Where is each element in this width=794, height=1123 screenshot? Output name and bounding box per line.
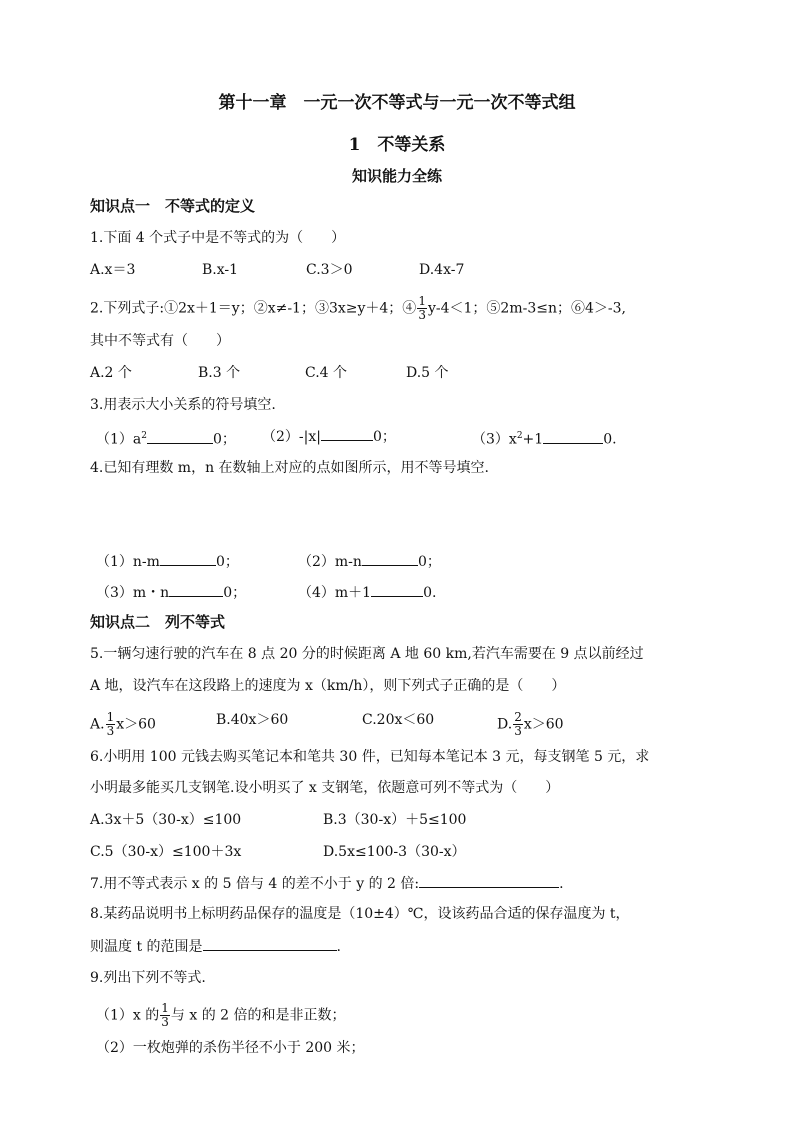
q3-part1-exp: 2 [141, 431, 147, 441]
q2-option-c: C.4 个 [305, 365, 348, 381]
q3-stem: 3.用表示大小关系的符号填空. [90, 397, 276, 413]
q4-part4-tail: 0. [423, 585, 437, 601]
q3-part1-blank[interactable] [147, 430, 213, 444]
q4-part1-label: （1）n-m [96, 554, 160, 570]
q2-option-a: A.2 个 [90, 365, 132, 381]
q5-a-den: 3 [106, 724, 115, 738]
q2-fraction [417, 295, 427, 322]
q8-line2 [90, 937, 341, 956]
q2-part2: y-4＜1；⑤2m-3≤n；⑥4＞-3, [427, 300, 626, 317]
kp2-heading: 知识点二 列不等式 [90, 613, 226, 631]
q3-part1-tail: 0； [213, 431, 236, 448]
q5-option-d-fraction [513, 711, 523, 738]
q3-part3-label: （3）x [472, 431, 517, 448]
q2-frac-num: 1 [418, 294, 426, 308]
q3-part3-mid: +1 [522, 431, 544, 448]
q2-option-d: D.5 个 [406, 365, 449, 381]
q8-blank[interactable] [203, 937, 337, 951]
q5-option-c: C.20x＜60 [362, 712, 435, 728]
q4-part3-label: （3）m・n [96, 585, 170, 601]
q1-stem: 1.下面 4 个式子中是不等式的为（ ） [90, 230, 346, 246]
q5-option-d-expr: x＞60 [523, 716, 564, 733]
q5-option-d [497, 711, 564, 738]
q9-part1-fraction [160, 1002, 170, 1029]
kp1-heading: 知识点一 不等式的定义 [90, 197, 256, 215]
q5-option-d-label: D. [497, 716, 513, 733]
q4-stem: 4.已知有理数 m，n 在数轴上对应的点如图所示，用不等号填空. [90, 460, 489, 476]
q3-part2 [262, 427, 396, 446]
q4-part2-blank[interactable] [362, 552, 418, 566]
q9-part1 [96, 1002, 346, 1029]
q1-option-c: C.3＞0 [306, 262, 353, 278]
q4-part1-tail: 0； [215, 554, 239, 570]
q4-part3 [96, 583, 246, 602]
q6-option-a: A.3x＋5（30-x）≤100 [90, 812, 242, 828]
q4-part4 [298, 583, 436, 602]
q9-p1-num: 1 [161, 1001, 169, 1015]
q8-line2-text: 则温度 t 的范围是 [90, 939, 203, 955]
q4-part1 [96, 552, 239, 571]
q4-part2-tail: 0； [417, 554, 441, 570]
q3-part3 [472, 427, 617, 449]
q1-option-a: A.x＝3 [90, 262, 136, 278]
q4-part3-tail: 0； [223, 585, 247, 601]
q1-option-b: B.x-1 [202, 262, 239, 278]
q5-option-a-fraction [106, 711, 116, 738]
q2-line2: 其中不等式有（ ） [90, 333, 230, 349]
q2-option-b: B.3 个 [198, 365, 241, 381]
q7-blank[interactable] [419, 874, 559, 888]
q7-line [90, 874, 564, 893]
q5-option-a-expr: x＞60 [116, 716, 156, 733]
q5-option-a [90, 711, 156, 738]
q5-line2: A 地，设汽车在这段路上的速度为 x（km/h），则下列式子正确的是（ ） [90, 678, 566, 694]
q3-part3-blank[interactable] [543, 430, 603, 444]
q6-option-d: D.5x≤100-3（30-x） [323, 844, 466, 860]
q4-part3-blank[interactable] [169, 583, 223, 597]
q9-part1-text: 与 x 的 2 倍的和是非正数； [170, 1007, 346, 1024]
q9-stem: 9.列出下列不等式. [90, 970, 206, 986]
q1-option-d: D.4x-7 [419, 262, 465, 278]
q2-line1 [90, 295, 626, 322]
q7-stem: 7.用不等式表示 x 的 5 倍与 4 的差不小于 y 的 2 倍: [90, 876, 420, 892]
q5-option-b: B.40x＞60 [216, 712, 289, 728]
section-title: 1 不等关系 [348, 135, 446, 155]
q9-part2: （2）一枚炮弹的杀伤半径不小于 200 米； [96, 1040, 365, 1056]
q9-part1-label: （1）x 的 [96, 1007, 160, 1024]
q3-part2-label: （2）-|x| [262, 429, 321, 445]
q5-line1: 5.一辆匀速行驶的汽车在 8 点 20 分的时候距离 A 地 60 km,若汽车需要在 9 点以前经过 [90, 646, 644, 662]
q4-part1-blank[interactable] [160, 552, 216, 566]
q6-option-c: C.5（30-x）≤100＋3x [90, 844, 242, 860]
q5-d-num: 2 [514, 710, 522, 724]
q9-p1-den: 3 [161, 1015, 169, 1029]
q6-option-b: B.3（30-x）＋5≤100 [323, 812, 467, 828]
q5-a-num: 1 [106, 710, 115, 724]
q3-part2-tail: 0； [372, 429, 396, 445]
q6-line1: 6.小明用 100 元钱去购买笔记本和笔共 30 件，已知每本笔记本 3 元，每支钢笔 5 元，求 [90, 749, 650, 765]
q3-part3-exp: 2 [516, 431, 523, 441]
q8-line1: 8.某药品说明书上标明药品保存的温度是（10±4）℃，设该药品合适的保存温度为 t， [90, 906, 630, 922]
q5-d-den: 3 [514, 724, 522, 738]
q8-tail: . [336, 939, 341, 955]
q3-part3-tail: 0. [603, 431, 617, 448]
q4-part2-label: （2）m-n [298, 554, 362, 570]
q3-part1 [96, 427, 236, 449]
q3-part2-blank[interactable] [321, 427, 373, 441]
q3-part1-label: （1）a [96, 431, 142, 448]
chapter-title: 第十一章 一元一次不等式与一元一次不等式组 [218, 93, 576, 113]
q5-option-a-label: A. [90, 716, 105, 733]
q4-part2 [298, 552, 441, 571]
q7-tail: . [559, 876, 564, 892]
subtitle: 知识能力全练 [351, 167, 442, 185]
q2-part1: 2.下列式子:①2x＋1＝y；②x≠-1；③3x≥y＋4；④ [90, 300, 417, 317]
q6-line2: 小明最多能买几支钢笔.设小明买了 x 支钢笔，依题意可列不等式为（ ） [90, 780, 560, 796]
q4-part4-label: （4）m＋1 [298, 585, 372, 601]
q4-part4-blank[interactable] [371, 583, 423, 597]
q2-frac-den: 3 [418, 308, 426, 322]
